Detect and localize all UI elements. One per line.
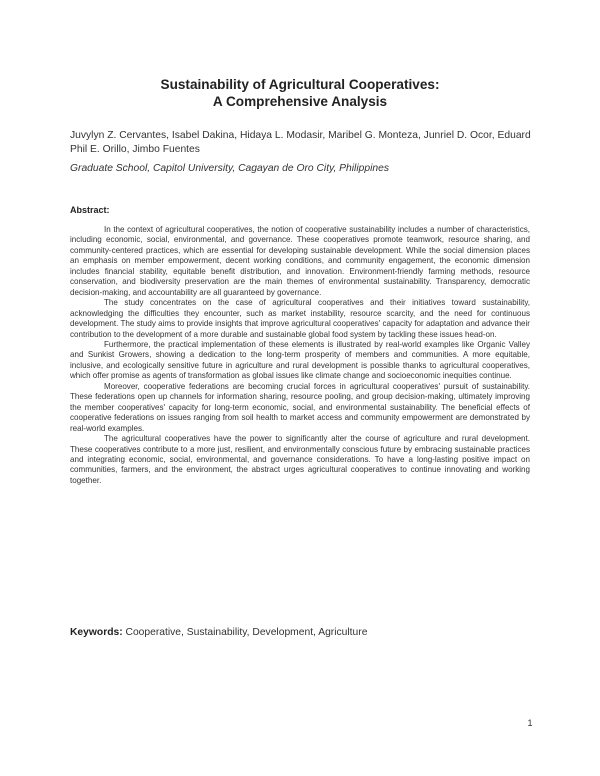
affiliation: Graduate School, Capitol University, Cagayan de Oro City, Philippines (70, 163, 389, 174)
abstract-paragraph: Furthermore, the practical implementation of these elements is illustrated by real-world examples like Organic Valley and Sunkist Growers, showing a dedication to the long-term prosperity of members and communities. A more equitable, inclusive, and ecologically sensitive future in agriculture and rural development is possible thanks to agricultural cooperatives, which offer promise as agents of transformation as global issues like climate change and socioeconomic inequities continue. (70, 339, 530, 381)
keywords-label: Keywords: (70, 627, 123, 638)
page-number: 1 (527, 718, 533, 728)
abstract-paragraph: The agricultural cooperatives have the power to significantly alter the course of agriculture and rural development. These cooperatives contribute to a more just, resilient, and environmentally conscious future by embracing sustainable practices and integrating economic, social, environmental, and governance considerations. To have a long-lasting positive impact on communities, farmers, and the environment, the abstract urges agricultural cooperatives to continue innovating and working together. (70, 434, 530, 485)
paper-title (0, 76, 600, 110)
abstract-paragraph: Moreover, cooperative federations are becoming crucial forces in agricultural cooperatives' pursuit of sustainability. These federations open up channels for information sharing, resource pooling, and group decision-making, ultimately improving the member cooperatives' capacity for long-term economic, social, and environmental sustainability. The beneficial effects of cooperative federations on issues ranging from soil health to market access and community empowerment are demonstrated by real-world examples. (70, 381, 530, 433)
abstract-paragraph: The study concentrates on the case of agricultural cooperatives and their initiatives toward sustainability, acknowledging the difficulties they encounter, such as market instability, resource scarcity, and the need for continuous development. The study aims to provide insights that improve agricultural cooperatives' capacity for adaptation and advance their contribution to the development of a more durable and sustainable global food system by tackling these issues head-on. (70, 298, 530, 339)
paper-title-line-1: Sustainability of Agricultural Cooperatives: (160, 77, 440, 92)
author-list: Juvylyn Z. Cervantes, Isabel Dakina, Hidaya L. Modasir, Maribel G. Monteza, Junriel D. Ocor, Eduard Phil E. Orillo, Jimbo Fuentes (70, 130, 531, 155)
keywords (70, 626, 534, 639)
paper-title-line-2: A Comprehensive Analysis (212, 94, 388, 109)
abstract-heading: Abstract: (70, 205, 110, 215)
abstract-paragraph: In the context of agricultural cooperatives, the notion of cooperative sustainability includes a number of characteristics, including economic, social, environmental, and governance. These cooperatives promote teamwork, resource sharing, and community-centered practices, which are essential for developing sustainable development. While the social dimension places an emphasis on member empowerment, decent working conditions, and community engagement, the economic dimension includes financial stability, equitable benefit distribution, and innovation. Environment-friendly farming methods, resource conservation, and biodiversity preservation are the main themes of environmental sustainability. Transparency, democratic decision-making, and accountability are all guaranteed by governance. (70, 225, 530, 297)
abstract-body (70, 225, 530, 486)
keywords-value: Cooperative, Sustainability, Development, Agriculture (122, 627, 368, 638)
